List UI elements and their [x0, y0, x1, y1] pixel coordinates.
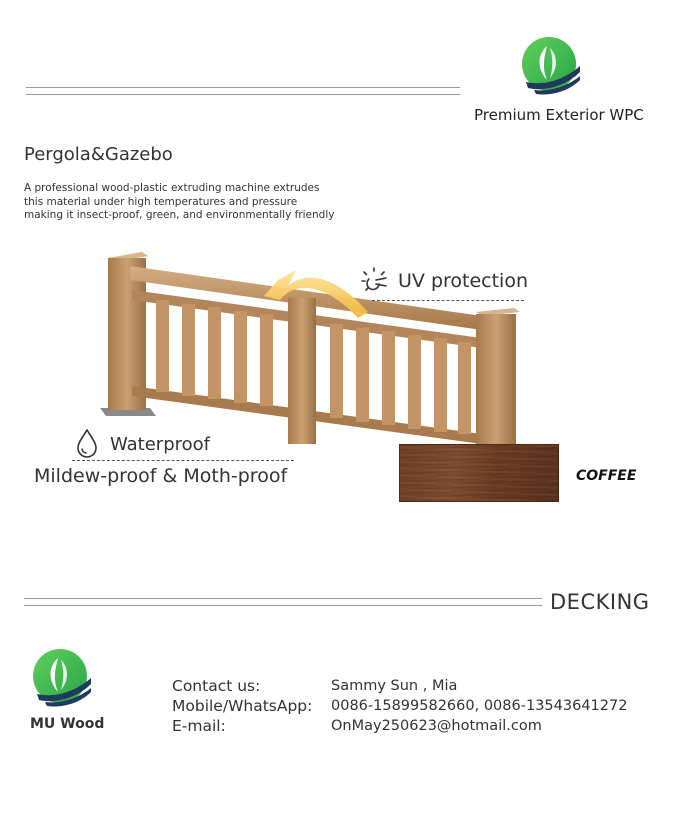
- uv-underline: [372, 300, 524, 301]
- decking-rule-2: [24, 605, 542, 606]
- leaf-logo-icon: [520, 36, 582, 98]
- brand-name: MU Wood: [30, 716, 105, 732]
- coffee-color-swatch: [399, 444, 559, 502]
- top-rule-2: [26, 94, 460, 95]
- leaf-logo-icon: [31, 648, 93, 710]
- contact-labels: [172, 676, 312, 736]
- sun-icon: [360, 266, 388, 294]
- product-title: Pergola&Gazebo: [24, 144, 173, 165]
- email-address: OnMay250623@hotmail.com: [331, 718, 542, 734]
- mobile-label: Mobile/WhatsApp:: [172, 697, 313, 715]
- contact-us-label: Contact us:: [172, 677, 261, 695]
- swatch-label: COFFEE: [576, 468, 637, 484]
- top-rule-1: [26, 87, 460, 88]
- product-description: [24, 182, 354, 223]
- description-line: making it insect-proof, green, and environmentally friendly: [24, 209, 335, 221]
- contact-names: Sammy Sun , Mia: [331, 678, 458, 694]
- email-label: E-mail:: [172, 717, 226, 735]
- water-drop-icon: [76, 428, 98, 458]
- description-line: A professional wood-plastic extruding machine extrudes: [24, 182, 320, 194]
- section-title: DECKING: [550, 590, 650, 614]
- mildew-proof-label: Mildew-proof & Moth-proof: [34, 465, 288, 487]
- description-line: this material under high temperatures and pressure: [24, 195, 298, 208]
- waterproof-label: Waterproof: [110, 434, 211, 455]
- brand-tagline: Premium Exterior WPC: [474, 106, 644, 124]
- decking-rule-1: [24, 598, 542, 599]
- waterproof-underline: [72, 460, 294, 461]
- phone-numbers: 0086-15899582660, 0086-13543641272: [331, 698, 628, 714]
- contact-values: [331, 676, 627, 736]
- uv-protection-label: UV protection: [398, 270, 529, 292]
